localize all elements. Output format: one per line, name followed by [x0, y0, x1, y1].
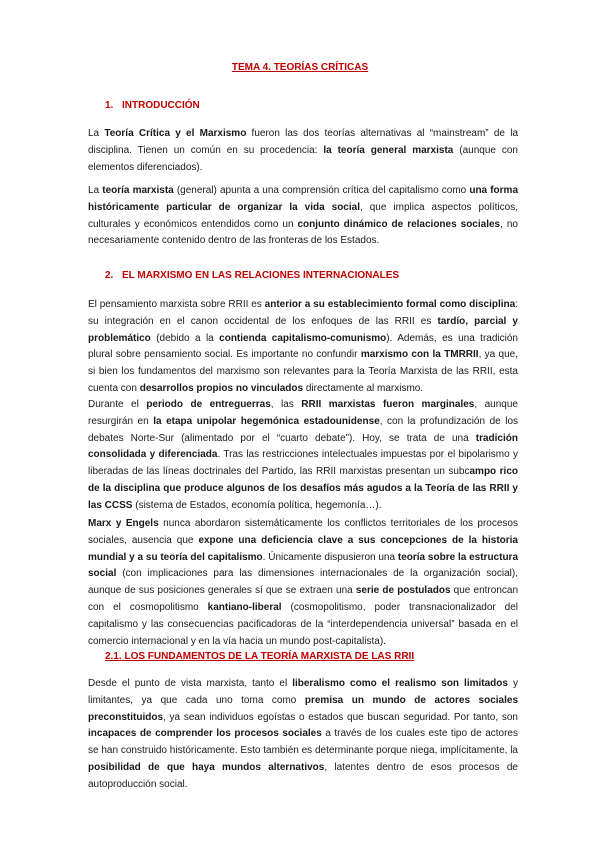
text-run: El pensamiento marxista sobre RRII es: [88, 299, 265, 310]
text-run: y limitantes, ya que cada uno toma como: [88, 678, 518, 706]
text-run: , no necesariamente contenido dentro de las fronteras de los Estados.: [88, 218, 518, 247]
paragraph: [88, 397, 518, 515]
text-run: (cosmopolitismo, poder transnacionalizador del capitalismo y las consecuencias pacificadoras de la “interdependencia universal” basada en el comercio internacional y en la vía hacia un mundo post-capitalista).: [88, 601, 518, 647]
text-run: (sistema de Estados, economía política, hegemonía…).: [132, 499, 382, 511]
text-run: Desde el punto de vista marxista, tanto el: [88, 678, 293, 689]
bold-text: conjunto dinámico de relaciones sociales: [297, 218, 501, 230]
text-run: (aunque con elementos diferenciados).: [88, 144, 518, 173]
bold-text: incapaces de comprender los procesos sociales: [88, 728, 322, 740]
text-run: Durante el: [88, 399, 147, 410]
bold-text: anterior a su establecimiento formal como disciplina: [264, 299, 516, 310]
bold-text: una forma históricamente particular de organizar la vida social: [88, 185, 519, 213]
bold-text: teoría marxista: [102, 185, 174, 196]
paragraph: [88, 516, 518, 650]
bold-text: premisa un mundo de actores sociales preconstituidos: [88, 694, 518, 723]
text-run: (con implicaciones para las dimensiones internacionales de la organización social), aunque de sus posiciones generales sí que se extraen una: [88, 568, 518, 597]
text-run: , con la profundización de los debates Norte-Sur (alimentado por el “cuarto debate”). Hoy, se trata de una: [88, 415, 519, 444]
text-run: , latentes dentro de esos procesos de autoproducción social.: [88, 761, 518, 790]
document-title: TEMA 4. TEORÍAS CRÍTICAS: [231, 62, 369, 73]
bold-text: RRII marxistas fueron marginales: [301, 399, 475, 410]
text-run: ). Además, es una tradición plural sobre pensamiento social. Es importante no confundir: [88, 332, 518, 361]
bold-text: serie de postulados: [355, 585, 451, 597]
bold-text: Teoría Crítica y el Marxismo: [104, 128, 247, 139]
bold-text: contienda capitalismo-comunismo: [219, 332, 387, 344]
bold-text: teoría sobre la estructura social: [88, 551, 519, 580]
paragraph: [88, 297, 518, 398]
paragraph: [88, 126, 518, 176]
paragraph: [88, 676, 518, 794]
bold-text: expone una deficiencia clave a sus concepciones de la historia mundial y a su teoría del capitalismo: [88, 534, 518, 563]
text-run: nunca abordaron sistemáticamente los conflictos territoriales de los procesos sociales, ausencia que: [88, 518, 518, 546]
text-run: La: [88, 185, 103, 196]
section-title: LOS FUNDAMENTOS DE LA TEORÍA MARXISTA DE LAS RRII: [124, 651, 415, 662]
bold-text: tradición consolidada y diferenciada: [88, 432, 518, 461]
text-run: , que implica aspectos políticos, culturales y económicos entendidos como un: [88, 201, 518, 230]
text-run: directamente al marxismo.: [303, 382, 424, 394]
text-run: . Únicamente dispusieron una: [262, 551, 398, 563]
subsection-heading-fundamentos: [105, 651, 414, 662]
text-run: , aunque resurgirán en: [88, 399, 518, 427]
section-title: EL MARXISMO EN LAS RELACIONES INTERNACIONALES: [122, 270, 400, 281]
text-run: a través de los cuales este tipo de actores se han construido históricamente. Esto también es determinante porque niega, implícitamente, la: [88, 728, 518, 757]
section-number: 1.: [105, 100, 114, 111]
text-run: (general) apunta a una comprensión crítica del capitalismo como: [173, 185, 470, 196]
bold-text: la etapa unipolar hegemónica estadounidense: [153, 415, 380, 427]
text-run: (debido a la: [150, 332, 220, 344]
text-run: . Tras las restricciones intelectuales impuestas por el bipolarismo y liberadas de las líneas doctrinales del Partido, las RRII marxistas presentan un subc: [88, 449, 519, 478]
text-run: , las: [270, 399, 302, 410]
bold-text: Marx y Engels: [88, 518, 159, 529]
text-run: : su integración en el canon occidental de los enfoques de las RRII es: [88, 299, 518, 327]
bold-text: marxismo con la TMRRII: [360, 349, 479, 361]
bold-text: posibilidad de que haya mundos alternativos: [88, 761, 325, 773]
bold-text: ampo rico de la disciplina que produce algunos de los desafíos más agudos a la Teoría de las RRII y las CCSS: [88, 466, 518, 511]
text-run: La: [88, 128, 105, 139]
section-heading-marxismo: [105, 270, 399, 281]
bold-text: desarrollos propios no vinculados: [139, 382, 304, 394]
section-title: INTRODUCCIÓN: [122, 100, 200, 111]
text-run: que entroncan con el cosmopolitismo: [88, 585, 519, 613]
section-number: 2.1.: [105, 651, 122, 662]
text-run: , ya que, si bien los fundamentos del marxismo son relevantes para la Teoría Marxista de las RRII, esta cuenta con: [88, 349, 519, 394]
bold-text: periodo de entreguerras: [146, 399, 271, 410]
text-run: , ya sean individuos egoístas o estados que buscan seguridad. Por tanto, son: [163, 711, 518, 723]
section-heading-introduccion: [105, 100, 200, 111]
section-number: 2.: [105, 270, 114, 281]
bold-text: la teoría general marxista: [323, 144, 454, 156]
bold-text: kantiano-liberal: [207, 601, 282, 613]
paragraph: [88, 183, 518, 250]
bold-text: tardío, parcial y problemático: [88, 315, 518, 344]
text-run: fueron las dos teorías alternativas al “mainstream” de la disciplina. Tienen un común en su procedencia:: [88, 128, 519, 156]
bold-text: liberalismo como el realismo son limitados: [292, 678, 508, 689]
